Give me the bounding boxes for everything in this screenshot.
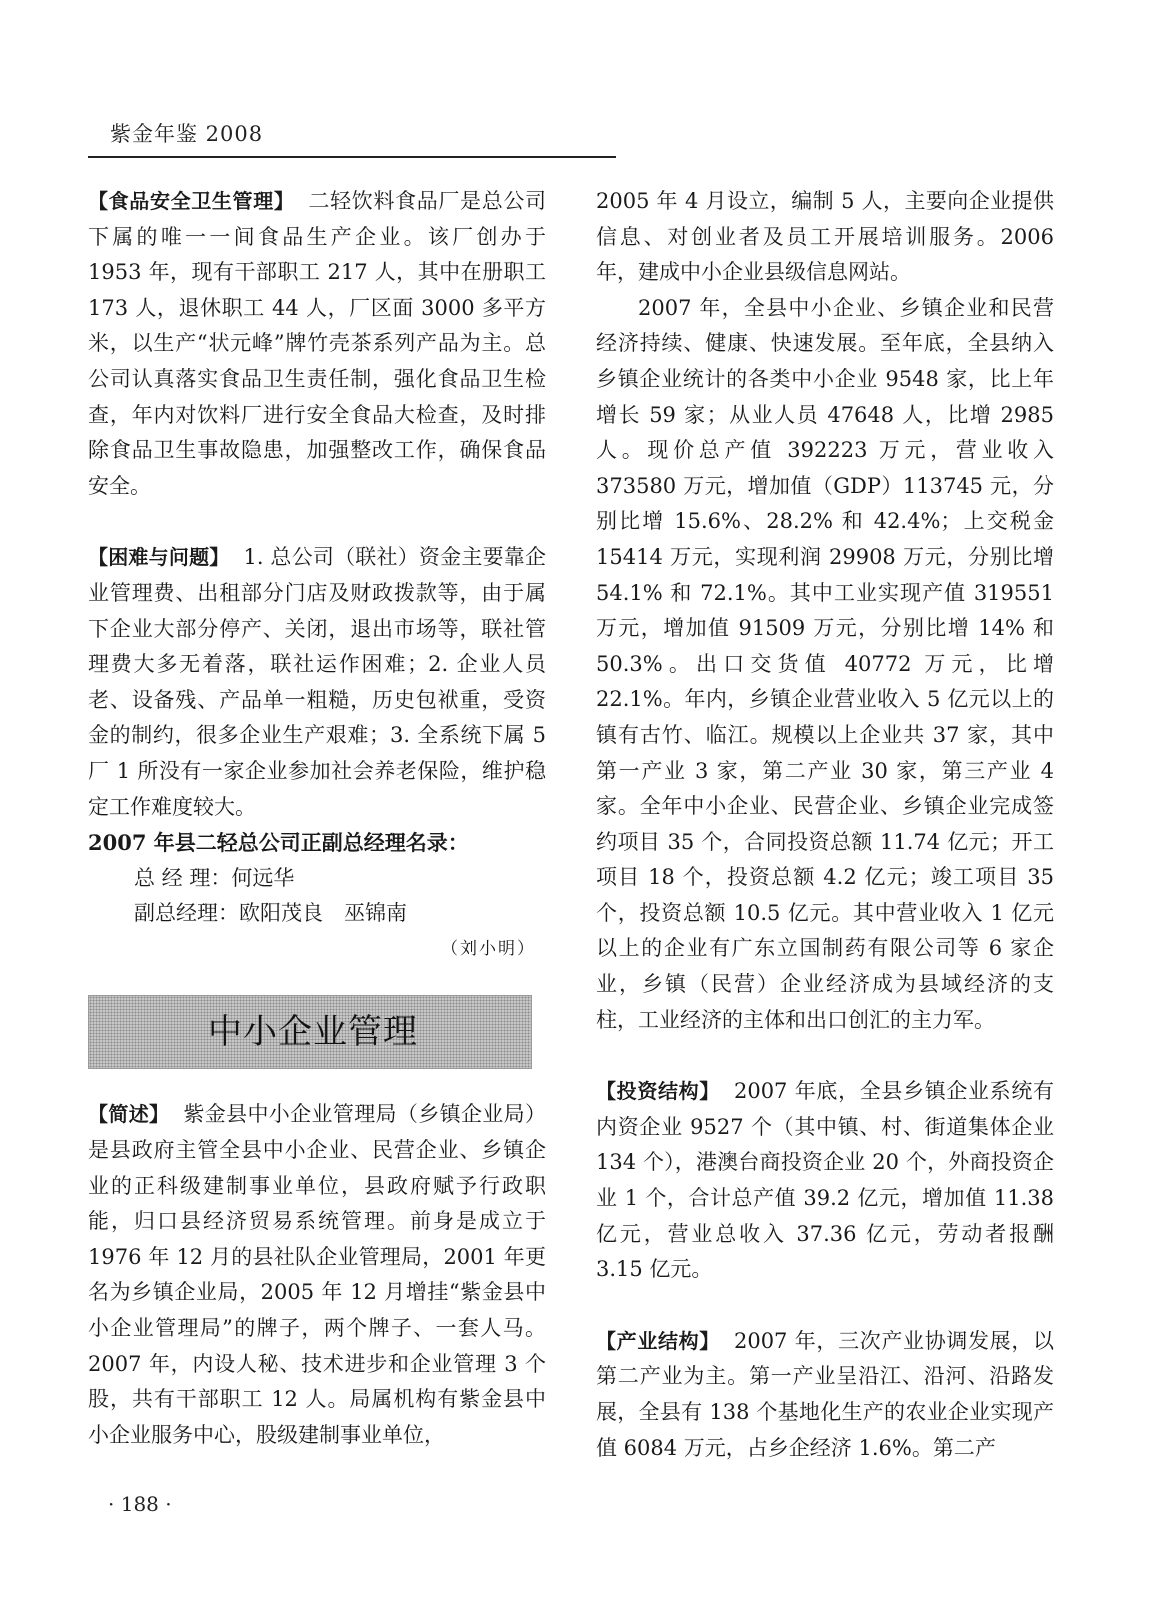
spacer bbox=[88, 504, 546, 540]
investment-tag: 【投资结构】 bbox=[596, 1079, 720, 1104]
roster-general-manager: 总 经 理：何远华 bbox=[134, 865, 295, 890]
overview-tag: 【简述】 bbox=[88, 1102, 170, 1127]
page-number: · 188 · bbox=[108, 1492, 172, 1516]
industry-text: 2007 年，三次产业协调发展，以第二产业为主。第一产业呈沿江、沿河、沿路发展，全县有 138 个基地化生产的农业企业实现产值 6084 万元，占乡企经济 1.6%。第二产 bbox=[596, 1328, 1055, 1460]
continuation-paragraph: 2005 年 4 月设立，编制 5 人，主要向企业提供信息、对创业者及员工开展培训服务。2006 年，建成中小企业县级信息网站。 bbox=[596, 189, 1054, 285]
investment-paragraph bbox=[596, 1074, 1054, 1288]
header-rule bbox=[88, 156, 616, 158]
section-banner bbox=[88, 995, 532, 1069]
food-safety-tag: 【食品安全卫生管理】 bbox=[88, 189, 295, 213]
overview-paragraph bbox=[88, 1097, 546, 1453]
left-column bbox=[88, 184, 546, 1453]
overview-text: 紫金县中小企业管理局（乡镇企业局）是县政府主管全县中小企业、民营企业、乡镇企业的正科级建制事业单位，县政府赋予行政职能，归口县经济贸易系统管理。前身是成立于 1976 年 12 月的县社队企业管理局，2001 年更名为乡镇企业局，2005 年 12 月增挂“紫金县中小企业管理局”的牌子，两个牌子、一套人马。2007 年，内设人秘、技术进步和企业管理 3 个股，共有干部职工 12 人。局属机构有紫金县中小企业服务中心，股级建制事业单位， bbox=[88, 1102, 547, 1447]
food-safety-paragraph bbox=[88, 184, 546, 504]
problems-paragraph bbox=[88, 540, 546, 825]
problems-tag: 【困难与问题】 bbox=[88, 545, 230, 570]
section-title: 中小企业管理 bbox=[208, 1011, 418, 1052]
industry-tag: 【产业结构】 bbox=[596, 1328, 720, 1353]
right-column bbox=[596, 184, 1054, 1466]
food-safety-text: 二轻饮料食品厂是总公司下属的唯一一间食品生产企业。该厂创办于 1953 年，现有干部职工 217 人，其中在册职工 173 人，退休职工 44 人，厂区面 3000 多平方米，以生产“状元峰”牌竹壳茶系列产品为主。总公司认真落实食品卫生责任制，强化食品卫生检查，年内对饮料厂进行安全食品大检查，及时排除食品卫生事故隐患，加强整改工作，确保食品安全。 bbox=[88, 189, 546, 498]
roster-deputy-managers: 副总经理：欧阳茂良 巫锦南 bbox=[134, 901, 407, 926]
investment-text: 2007 年底，全县乡镇企业系统有内资企业 9527 个（其中镇、村、街道集体企业 134 个），港澳台商投资企业 20 个，外商投资企业 1 个，合计总产值 39.2 亿元，增加值 11.38 亿元，营业总收入 37.36 亿元，劳动者报酬 3.15 亿元。 bbox=[596, 1079, 1055, 1282]
running-head-title: 紫金年鉴 2008 bbox=[110, 122, 264, 146]
development-paragraph: 2007 年，全县中小企业、乡镇企业和民营经济持续、健康、快速发展。至年底，全县纳入乡镇企业统计的各类中小企业 9548 家，比上年增长 59 家；从业人员 47648 人，比增 2985 人。现价总产值 392223 万元，营业收入 373580 万元，增加值（GDP）113745 元，分别比增 15.6%、28.2% 和 42.4%；上交税金 15414 万元，实现利润 29908 万元，分别比增 54.1% 和 72.1%。其中工业实现产值 319551 万元，增加值 91509 万元，分别比增 14% 和 50.3%。出口交货值 40772 万元，比增 22.1%。年内，乡镇企业营业收入 5 亿元以上的镇有古竹、临江。规模以上企业共 37 家，其中第一产业 3 家，第二产业 30 家，第三产业 4 家。全年中小企业、民营企业、乡镇企业完成签约项目 35 个，合同投资总额 11.74 亿元；开工项目 18 个，投资总额 4.2 亿元；竣工项目 35 个，投资总额 10.5 亿元。其中营业收入 1 亿元以上的企业有广东立国制药有限公司等 6 家企业，乡镇（民营）企业经济成为县域经济的支柱，工业经济的主体和出口创汇的主力军。 bbox=[596, 295, 1054, 1032]
spacer bbox=[596, 1038, 1054, 1074]
problems-text: 1. 总公司（联社）资金主要靠企业管理费、出租部分门店及财政拨款等，由于属下企业大部分停产、关闭，退出市场等，联社管理费大多无着落，联社运作困难；2. 企业人员老、设备残、产品单一粗糙，历史包袱重，受资金的制约，很多企业生产艰难；3. 全系统下属 5 厂 1 所没有一家企业参加社会养老保险，维护稳定工作难度较大。 bbox=[88, 545, 546, 819]
spacer bbox=[596, 1288, 1054, 1324]
author-credit: （刘小明） bbox=[441, 938, 536, 959]
roster-title: 2007 年县二轻总公司正副总经理名录： bbox=[88, 830, 469, 856]
industry-paragraph bbox=[596, 1324, 1054, 1466]
